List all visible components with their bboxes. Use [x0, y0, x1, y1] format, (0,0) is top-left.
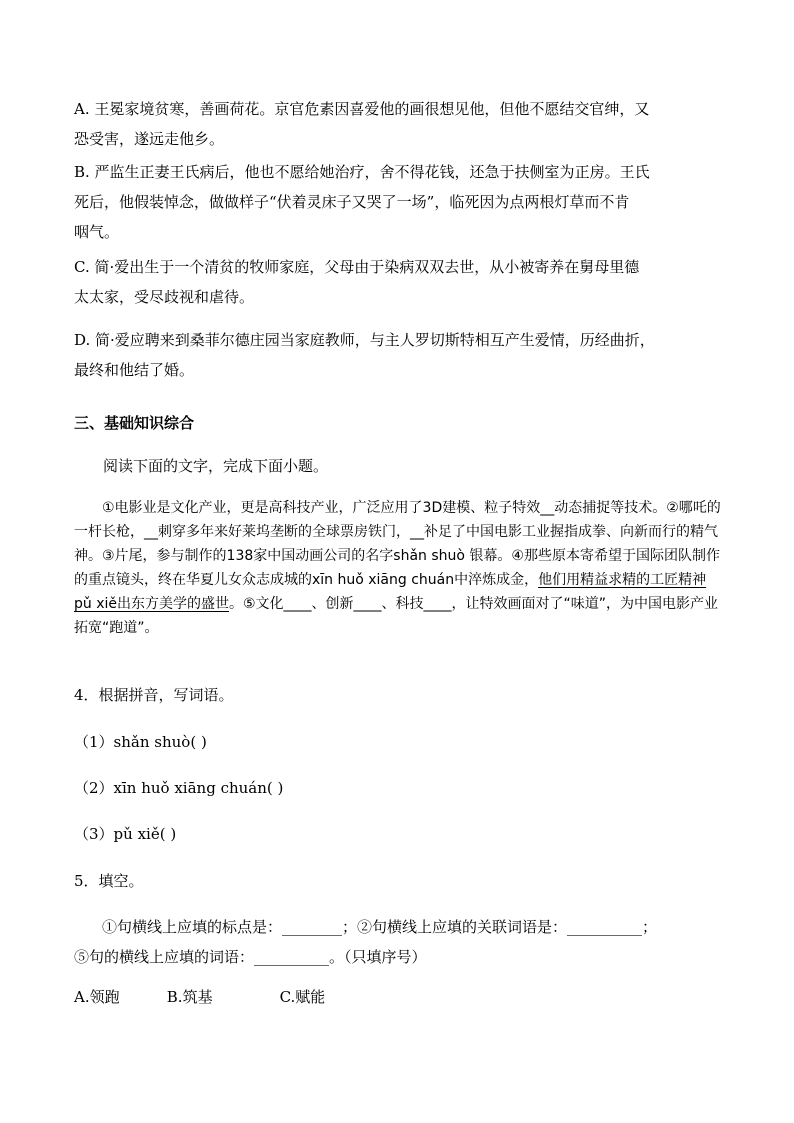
option-a-line1: A. 王冕家境贫寒，善画荷花。京官危素因喜爱他的画很想见他，但他不愿结交官绅，又 [74, 100, 650, 118]
choice-a: A.领跑 [74, 988, 120, 1006]
option-a [74, 94, 722, 154]
q4-item-1: （1）shǎn shuò( ) [74, 733, 207, 751]
section-heading: 三、基础知识综合 [74, 414, 195, 432]
q5-line2: ⑤句的横线上应填的词语：__________。（只填序号） [74, 948, 427, 966]
option-c-line1: C. 简·爱出生于一个清贫的牧师家庭，父母由于染病双双去世，从小被寄养在舅母里德 [74, 258, 640, 276]
option-b-line2: 死后，他假装悼念，做做样子“伏着灵床子又哭了一场”，临死因为点两根灯草而不肯 [74, 193, 630, 211]
option-b [74, 157, 722, 247]
q4-item-3: （3）pǔ xiě( ) [74, 825, 177, 843]
passage-text-after: 。⑤文化____、创新____、科技____，让特效画面对了“味道”，为中国电影产业拓宽“跑道”。 [74, 596, 719, 636]
option-b-line1: B. 严监生正妻王氏病后，他也不愿给她治疗，舍不得花钱，还急于扶侧室为正房。王氏 [74, 163, 650, 181]
choice-c: C.赋能 [279, 988, 326, 1006]
q5-prompt: 5．填空。 [74, 872, 144, 890]
section-instruction: 阅读下面的文字，完成下面小题。 [103, 457, 329, 475]
q5-line1: ①句横线上应填的标点是：________；②句横线上应填的关联词语是：__________； [102, 918, 658, 936]
option-d-line2: 最终和他结了婚。 [74, 361, 195, 379]
choice-b: B.筑基 [166, 988, 213, 1006]
passage-underlined-sentence: 他们用精益求精的工匠精神pǔ xiě出东方美学的盛世 [74, 572, 707, 612]
q5-body [74, 912, 722, 972]
option-c-line2: 太太家，受尽歧视和虐待。 [74, 288, 255, 306]
passage-text-before: ①电影业是文化产业，更是高科技产业，广泛应用了3D建模、粒子特效__动态捕捉等技术。②哪吒的一杆长枪，__刺穿多年来好莱坞垄断的全球票房铁门，__补足了中国电影工业握指成拳、向新而行的精气神。③片尾，参与制作的138家中国动画公司的名字shǎn shuò 银幕。④那些原本寄希望于国际团队制作的重点镜头，终在华夏儿女众志成城的xīn huǒ xiāng chuán中淬炼成金， [74, 500, 721, 588]
q5-choices [74, 982, 722, 1012]
option-b-line3: 咽气。 [74, 223, 120, 241]
option-d-line1: D. 简·爱应聘来到桑菲尔德庄园当家庭教师，与主人罗切斯特相互产生爱情，历经曲折， [74, 331, 655, 349]
q4-prompt: 4．根据拼音，写词语。 [74, 686, 234, 704]
option-c [74, 252, 722, 312]
reading-passage [74, 496, 722, 640]
option-a-line2: 恐受害，遂远走他乡。 [74, 130, 225, 148]
option-d [74, 325, 722, 385]
q4-item-2: （2）xīn huǒ xiāng chuán( ) [74, 779, 284, 797]
